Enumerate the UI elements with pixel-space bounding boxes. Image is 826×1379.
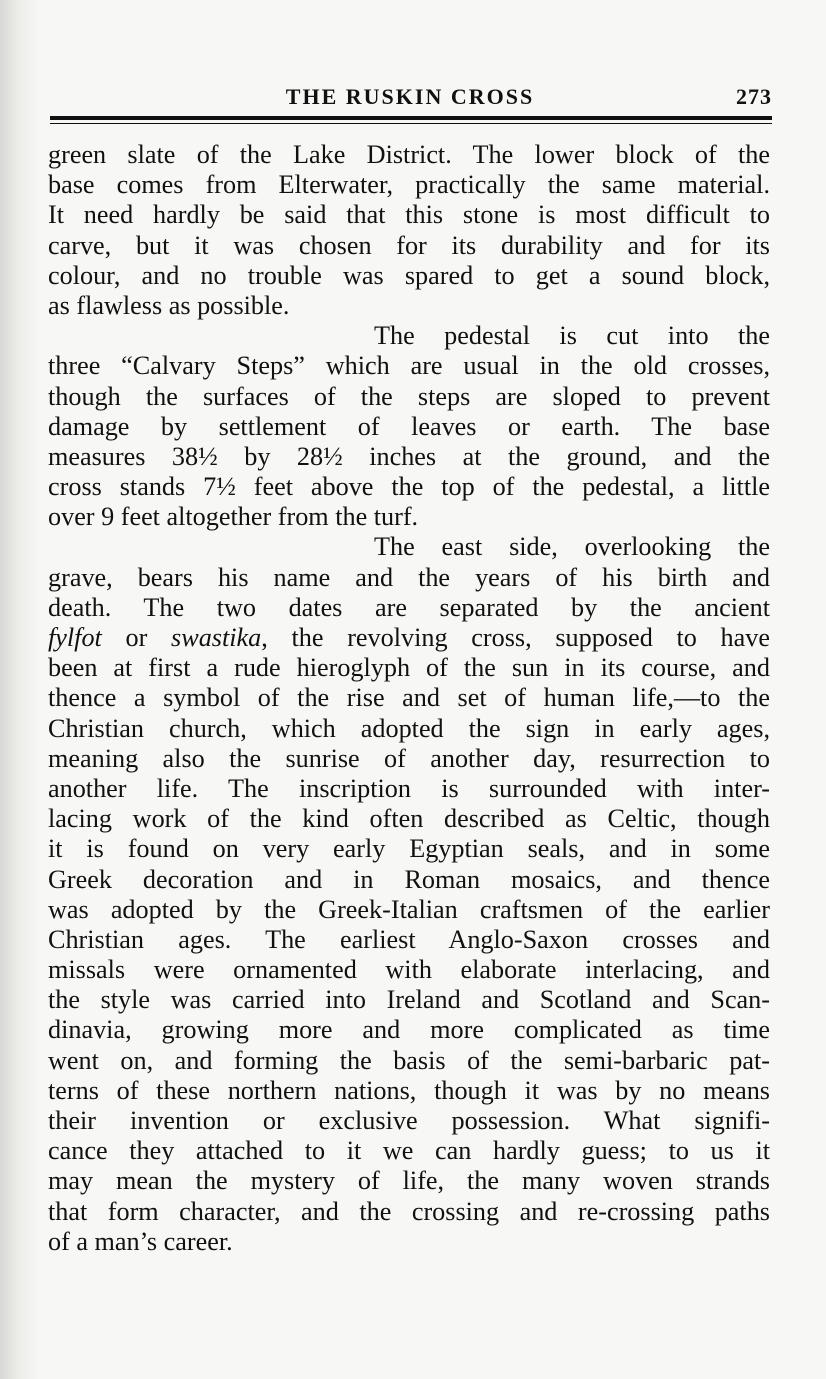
text-line: of a man’s career. [48,1226,233,1256]
body-text [48,140,770,1257]
running-head [48,84,772,114]
text-line: grave, bears his name and the years of his birth and [48,562,770,592]
text-line: three “Calvary Steps” which are usual in the old crosses, [48,351,770,381]
text-line: missals were ornamented with elaborate interlacing, and [48,955,770,985]
text-line: measures 38½ by 28½ inches at the ground, and the [48,441,770,471]
text-line: colour, and no trouble was spared to get a sound block, [48,260,770,290]
text-line: dinavia, growing more and more complicated as time [48,1015,770,1045]
text-line: went on, and forming the basis of the semi-barbaric pat- [48,1045,770,1075]
text-line: death. The two dates are separated by the ancient [48,592,770,622]
text-line: as flawless as possible. [48,290,290,320]
text-line: damage by settlement of leaves or earth. The base [48,411,770,441]
text-line: the style was carried into Ireland and Scotland and Scan- [48,985,770,1015]
text-line: over 9 feet altogether from the turf. [48,502,419,532]
text-line: that form character, and the crossing and re-crossing paths [48,1196,770,1226]
text-line: been at first a rude hieroglyph of the sun in its course, and [48,653,770,683]
text-line: lacing work of the kind often described as Celtic, though [48,804,770,834]
text-line: cross stands 7½ feet above the top of the pedestal, a little [48,472,770,502]
text-line: Christian church, which adopted the sign in early ages, [48,713,770,743]
header-rule-thin [50,123,772,124]
text-line: It need hardly be said that this stone is most difficult to [48,200,770,230]
text-line: was adopted by the Greek-Italian craftsmen of the earlier [48,894,770,924]
text-line: cance they attached to it we can hardly guess; to us it [48,1136,770,1166]
text-line: The east side, overlooking the [374,532,770,562]
text-line: carve, but it was chosen for its durability and for its [48,230,770,260]
text-line: another life. The inscription is surrounded with inter- [48,773,770,803]
text-line: Christian ages. The earliest Anglo-Saxon crosses and [48,924,770,954]
text-line: green slate of the Lake District. The lower block of the [48,140,770,169]
header-rule-thick [50,116,772,120]
page-number: 273 [736,84,772,109]
text-line: The pedestal is cut into the [374,321,770,351]
text-line: it is found on very early Egyptian seals, and in some [48,834,770,864]
text-line: base comes from Elterwater, practically the same material. [48,170,770,200]
text-line: meaning also the sunrise of another day, resurrection to [48,743,770,773]
running-title: THE RUSKIN CROSS [285,84,535,109]
text-line: may mean the mystery of life, the many woven strands [48,1166,770,1196]
text-line: their invention or exclusive possession. What signifi- [48,1106,770,1135]
text-line: Greek decoration and in Roman mosaics, and thence [48,864,770,894]
text-line: fylfot or swastika, the revolving cross, supposed to have [48,623,770,652]
text-line: though the surfaces of the steps are sloped to prevent [48,381,770,411]
text-line: terns of these northern nations, though it was by no means [48,1075,770,1105]
text-line: thence a symbol of the rise and set of human life,—to the [48,683,770,713]
